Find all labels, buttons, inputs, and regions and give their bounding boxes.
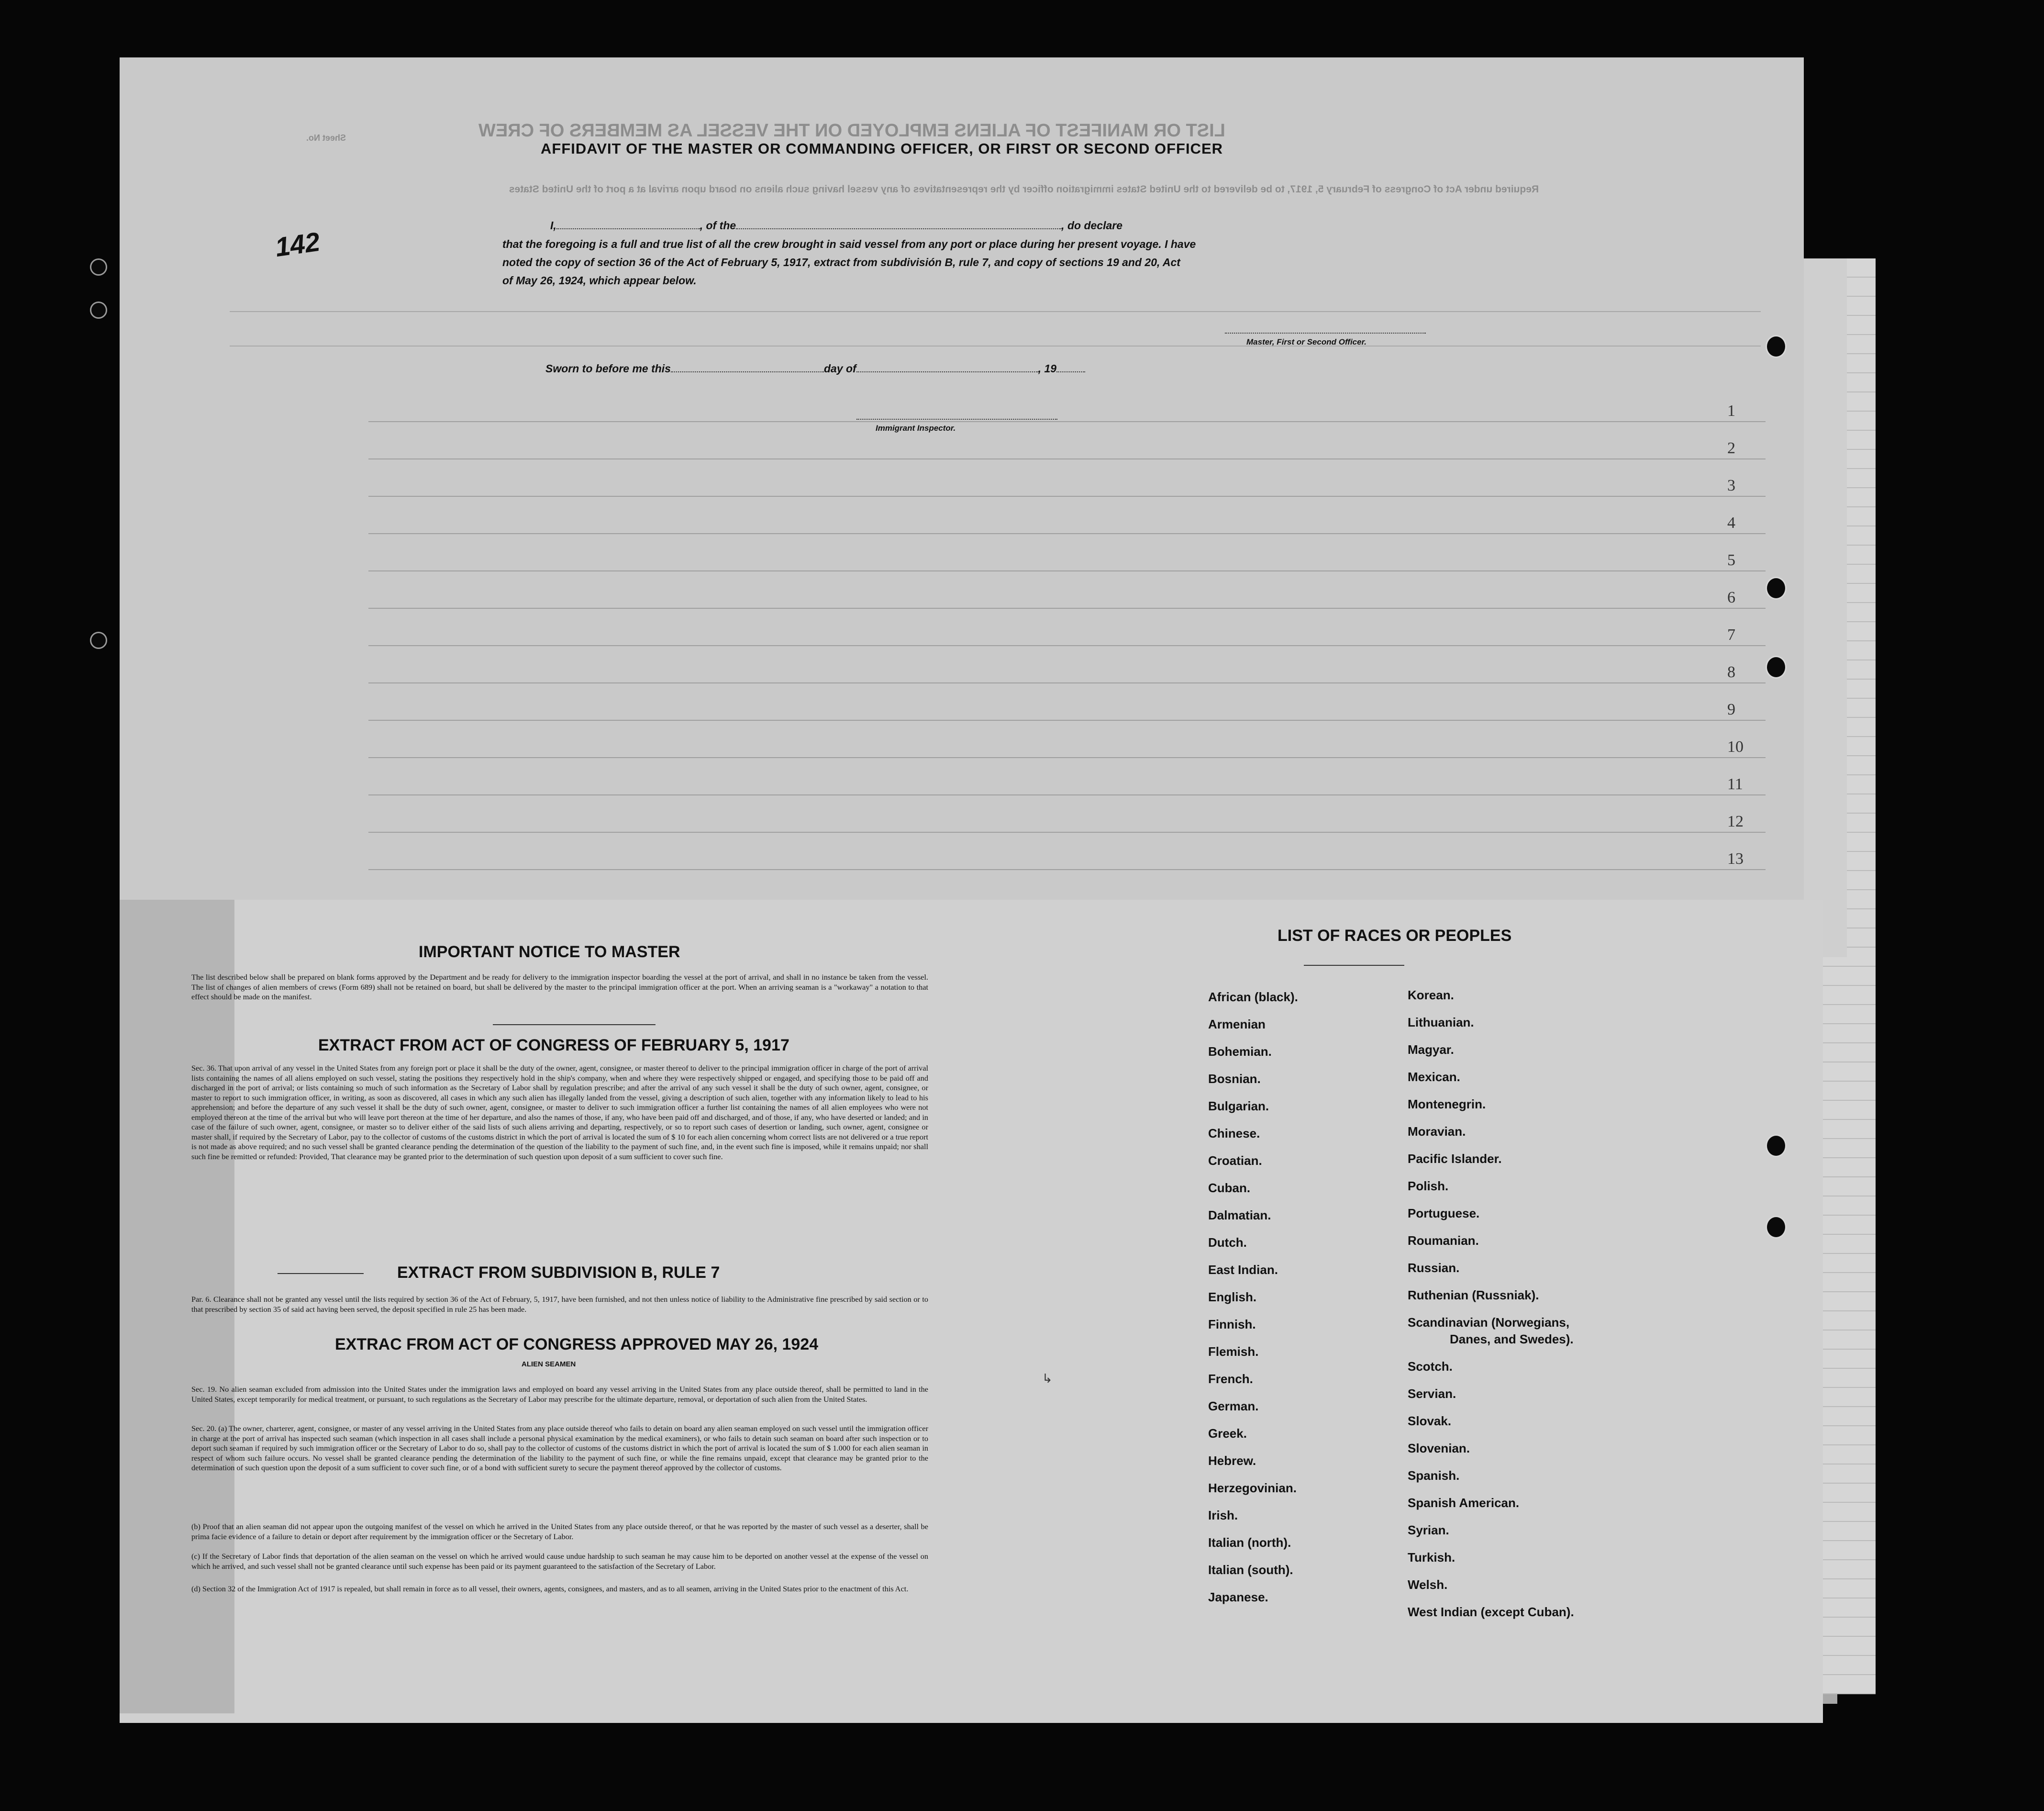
row-number: 6 (1727, 589, 1735, 606)
binder-hole (90, 632, 107, 649)
race-item: Mexican. (1408, 1070, 1460, 1084)
race-item: East Indian. (1208, 1263, 1278, 1277)
sec20d-body: (d) Section 32 of the Immigration Act of 1917 is repealed, but shall remain in force as to all vessel, their owners, agents, consignees, and masters, and as to all seamen, arriving in the United States prior to the enactment of this Act. (191, 1584, 909, 1593)
do-declare-label: , do declare (1061, 219, 1122, 232)
affidavit-line-1 (550, 219, 1122, 232)
divider (493, 1024, 655, 1025)
punch-hole (1766, 1216, 1787, 1239)
year-label: , 19 (1038, 362, 1057, 375)
extract1-title: EXTRACT FROM ACT OF CONGRESS OF FEBRUARY 5, 1917 (318, 1036, 789, 1054)
race-item: Croatian. (1208, 1153, 1262, 1168)
race-item: Polish. (1408, 1179, 1449, 1193)
i-label: I, (550, 219, 556, 232)
race-item: Russian. (1408, 1261, 1460, 1275)
race-item: Moravian. (1408, 1124, 1466, 1139)
manifest-row-line (368, 794, 1766, 795)
day-of-label: day of (823, 362, 856, 375)
race-item: Danes, and Swedes). (1450, 1332, 1574, 1346)
divider (1304, 965, 1404, 966)
manifest-row-line (368, 645, 1766, 646)
race-item: Irish. (1208, 1508, 1238, 1522)
row-number: 7 (1727, 626, 1735, 644)
sworn-month-blank[interactable] (856, 371, 1038, 372)
manifest-row-line (368, 682, 1766, 683)
row-number: 9 (1727, 701, 1735, 718)
mirrored-manifest-title: LIST OR MANIFEST OF ALIENS EMPLOYED ON THE VESSEL AS MEMBERS OF CREW (478, 121, 1225, 141)
manifest-row-line (368, 458, 1766, 459)
race-item: Italian (north). (1208, 1535, 1291, 1550)
race-item: Lithuanian. (1408, 1015, 1474, 1029)
race-item: Turkish. (1408, 1550, 1455, 1565)
affidavit-line-3: noted the copy of section 36 of the Act of February 5, 1917, extract from subdivisión B, rule 7, and copy of sections 19 and 20, Act (502, 256, 1180, 268)
mirrored-required-text: Required under Act of Congress of February 5, 1917, to be delivered to the United States immigration officer by the representatives of any vessel having such aliens on board upon arrival at a port of the United States (509, 184, 1539, 195)
race-item: Scotch. (1408, 1359, 1453, 1374)
sworn-label: Sworn to before me this (545, 362, 671, 375)
manifest-row-line (368, 720, 1766, 721)
race-item: Pacific Islander. (1408, 1151, 1502, 1166)
manifest-row-line (368, 869, 1766, 870)
extract2-body: Par. 6. Clearance shall not be granted any vessel until the lists required by section 36 of the Act of February, 5, 1917, have been furnished, and not then unless notice of liability to the Administrative fine prescribed by said section or to that prescribed by section 35 of said act having been served, the deposit specified in rule 25 has been made. (191, 1295, 928, 1314)
row-number: 11 (1727, 775, 1743, 793)
of-the-label: , of the (700, 219, 736, 232)
race-item: African (black). (1208, 990, 1298, 1004)
row-number: 2 (1727, 439, 1735, 457)
row-number: 1 (1727, 402, 1735, 420)
mirrored-sheet-no: Sheet No. (306, 133, 346, 143)
row-number: 12 (1727, 813, 1744, 830)
sworn-year-blank[interactable] (1056, 371, 1085, 372)
race-item: Slovak. (1408, 1414, 1452, 1428)
row-number: 10 (1727, 738, 1744, 756)
name-blank[interactable] (556, 228, 700, 229)
manifest-row-line (368, 533, 1766, 534)
race-item: Italian (south). (1208, 1563, 1293, 1577)
master-signature-label: Master, First or Second Officer. (1246, 337, 1366, 347)
notice-title: IMPORTANT NOTICE TO MASTER (419, 943, 680, 961)
sworn-day-blank[interactable] (671, 371, 824, 372)
race-item: Bulgarian. (1208, 1099, 1269, 1113)
row-number: 4 (1727, 514, 1735, 532)
extract3-title: EXTRAC FROM ACT OF CONGRESS APPROVED MAY 26, 1924 (335, 1335, 819, 1353)
vessel-blank[interactable] (736, 228, 1061, 229)
row-number: 5 (1727, 551, 1735, 569)
punch-hole (1766, 1134, 1787, 1157)
race-item: English. (1208, 1290, 1257, 1304)
race-item: Spanish American. (1408, 1496, 1520, 1510)
punch-hole (1766, 656, 1787, 679)
race-item: Slovenian. (1408, 1441, 1470, 1455)
race-item: Magyar. (1408, 1042, 1454, 1057)
manifest-row-line (368, 832, 1766, 833)
affidavit-title: AFFIDAVIT OF THE MASTER OR COMMANDING OFFICER, OR FIRST OR SECOND OFFICER (541, 140, 1223, 157)
race-item: Dutch. (1208, 1235, 1247, 1250)
manifest-row-line (368, 608, 1766, 609)
notice-body: The list described below shall be prepared on blank forms approved by the Department and be ready for delivery to the immigration inspector boarding the vessel at the port of arrival, and shall in no instance be taken from the vessel. The list of changes of alien members of crews (Form 689) shall not be retained on board, but shall be delivered by the master to the principal immigration officer at the port. When an arriving seaman is a "workaway" a notation to that effect should be made on the manifest. (191, 973, 928, 1001)
race-item: Ruthenian (Russniak). (1408, 1288, 1539, 1302)
race-item: Finnish. (1208, 1317, 1256, 1331)
race-item: Montenegrin. (1408, 1097, 1486, 1111)
stamp-number: 142 (273, 226, 322, 263)
sec20c-body: (c) If the Secretary of Labor finds that deportation of the alien seaman on the vessel on which he arrived would cause undue hardship to such seaman he may cause him to be deported on another vessel at the expense of the vessel on which he arrived, and such vessel shall not be granted clearance until such expense has been paid or its payment guaranteed to the satisfaction of the Secretary of Labor. (191, 1552, 928, 1571)
extract1-body: Sec. 36. That upon arrival of any vessel in the United States from any foreign port or place it shall be the duty of the owner, agent, consignee, or master thereof to deliver to the principal immigration officer in charge of the port of arrival lists containing the names of all aliens employed on such vessel, stating the positions they respectively hold in the ship's company, when and where they were respectively shipped or engaged, and specifying those to be paid off and discharged in the port of arrival; or lists containing so much of such information as the Secretary of Labor shall by regulation prescribe; and after the arrival of any such vessel it shall be the duty of such owner, agent, consignee, or master to report to such immigration officer, in writing, as soon as discovered, all cases in which any such alien has illegally landed from the vessel, giving a description of such alien, together with any information likely to lead to his apprehension; and before the departure of any such vessel it shall be the duty of such owner, agent, consignee, or master to deliver to such immigration officer a further list containing the names of all alien employees who were not employed thereon at the time of the arrival but who will leave port thereon at the time of her departure, and also the names of those, if any, who have been paid off and discharged, and of those, if any, who have deserted or landed; and in case of the failure of such owner, agent, consignee, or master so to deliver either of the said lists of such aliens arriving and departing, respectively, or so to report such cases of desertion or landing, such owner, agent, consignee or master shall, if required by the Secretary of Labor, pay to the collector of customs of the customs district in which the port of arrival is located the sum of $ 10 for each alien concerning whom correct lists are not delivered or a true report is not made as above required; and no such vessel shall be granted clearance pending the determination of the question of the liability to the payment of such fine, and, in the event such fine is imposed, while it remains unpaid; nor shall such fine be remitted or refunded: Provided, That clearance may be granted prior to the determination of such question upon deposit of a sum sufficient to cover such fine. (191, 1063, 928, 1161)
race-item: Armenian (1208, 1017, 1266, 1031)
sec20a-body: Sec. 20. (a) The owner, charterer, agent, consignee, or master of any vessel arriving in the United States from any place outside thereof who fails to detain on board any alien seaman employed on such vessel until the immigration officer in charge at the port of arrival has inspected such seaman (which inspection in all cases shall include a personal physical examination by the medical examiners), or who fails to detain such seaman on board after such inspection or to deport such seaman if required by such immigration officer or the Secretary of Labor to do so, shall pay to the collector of customs of the customs district in which the port of arrival is located the sum of $ 1.000 for each alien seaman in respect of whom such failure occurs. No vessel shall be granted clearance pending the determination of the liability to the payment of such fine, or while the fine remains unpaid, except that clearance may be granted prior to the determination of such question upon the deposit of a sum sufficient to cover such fine, or of a bond with sufficient surety to secure the payment thereof approved by the collector of customs. (191, 1424, 928, 1472)
binder-hole (90, 258, 107, 276)
race-item: West Indian (except Cuban). (1408, 1605, 1574, 1619)
row-number: 3 (1727, 477, 1735, 494)
punch-hole (1766, 577, 1787, 600)
sec20b-body: (b) Proof that an alien seaman did not appear upon the outgoing manifest of the vessel on which he arrived in the United States from any place outside thereof, or that he was reported by the master of such vessel as a deserter, shall be prima facie evidence of a failure to detain or deport after requirement by the immigration officer or the Secretary of Labor. (191, 1522, 928, 1541)
races-title: LIST OF RACES OR PEOPLES (1278, 927, 1512, 945)
binder-hole (90, 302, 107, 319)
race-item: Portuguese. (1408, 1206, 1480, 1220)
right-sheet-edge (1804, 258, 1847, 957)
inspector-signature-line[interactable] (856, 419, 1057, 420)
row-number: 8 (1727, 663, 1735, 681)
alien-seamen-heading: ALIEN SEAMEN (522, 1360, 576, 1368)
race-item: Japanese. (1208, 1590, 1268, 1604)
race-item: Bosnian. (1208, 1072, 1261, 1086)
race-item: Scandinavian (Norwegians, (1408, 1315, 1570, 1330)
row-number: 13 (1727, 850, 1744, 868)
manifest-row-line (368, 496, 1766, 497)
race-item: Greek. (1208, 1426, 1247, 1441)
affidavit-line-2: that the foregoing is a full and true list of all the crew brought in said vessel from any port or place during her present voyage. I have (502, 238, 1196, 250)
divider (278, 1273, 364, 1274)
column-header-faint (230, 311, 1761, 347)
race-item: Welsh. (1408, 1577, 1448, 1592)
manifest-row-line (368, 570, 1766, 571)
race-item: French. (1208, 1372, 1253, 1386)
race-item: Spanish. (1408, 1468, 1460, 1483)
manifest-row-line (368, 757, 1766, 758)
race-item: Servian. (1408, 1386, 1456, 1401)
race-item: Hebrew. (1208, 1453, 1256, 1468)
race-item: Dalmatian. (1208, 1208, 1271, 1222)
manifest-row-line (368, 421, 1766, 422)
race-item: Flemish. (1208, 1344, 1259, 1359)
sworn-line (545, 362, 1085, 375)
master-signature-line[interactable] (1225, 333, 1426, 334)
race-item: Syrian. (1408, 1523, 1449, 1537)
race-item: German. (1208, 1399, 1259, 1413)
inspector-signature-label: Immigrant Inspector. (876, 424, 956, 433)
race-item: Chinese. (1208, 1126, 1260, 1140)
race-item: Bohemian. (1208, 1044, 1272, 1059)
race-item: Herzegovinian. (1208, 1481, 1297, 1495)
punch-hole (1766, 335, 1787, 358)
margin-mark: ↳ (1042, 1371, 1053, 1386)
sec19-body: Sec. 19. No alien seaman excluded from admission into the United States under the immigration laws and employed on board any vessel arriving in the United States from any place outside thereof, shall be permitted to land in the United States, except temporarily for medical treatment, or pursuant, to such regulations as the Secretary of Labor may prescribe for the ultimate departure, removal, or deportation of such alien from the United States. (191, 1385, 928, 1404)
race-item: Cuban. (1208, 1181, 1251, 1195)
affidavit-line-4: of May 26, 1924, which appear below. (502, 274, 697, 287)
extract2-title: EXTRACT FROM SUBDIVISION B, RULE 7 (397, 1263, 720, 1282)
race-item: Korean. (1408, 988, 1454, 1002)
race-item: Roumanian. (1408, 1233, 1479, 1248)
